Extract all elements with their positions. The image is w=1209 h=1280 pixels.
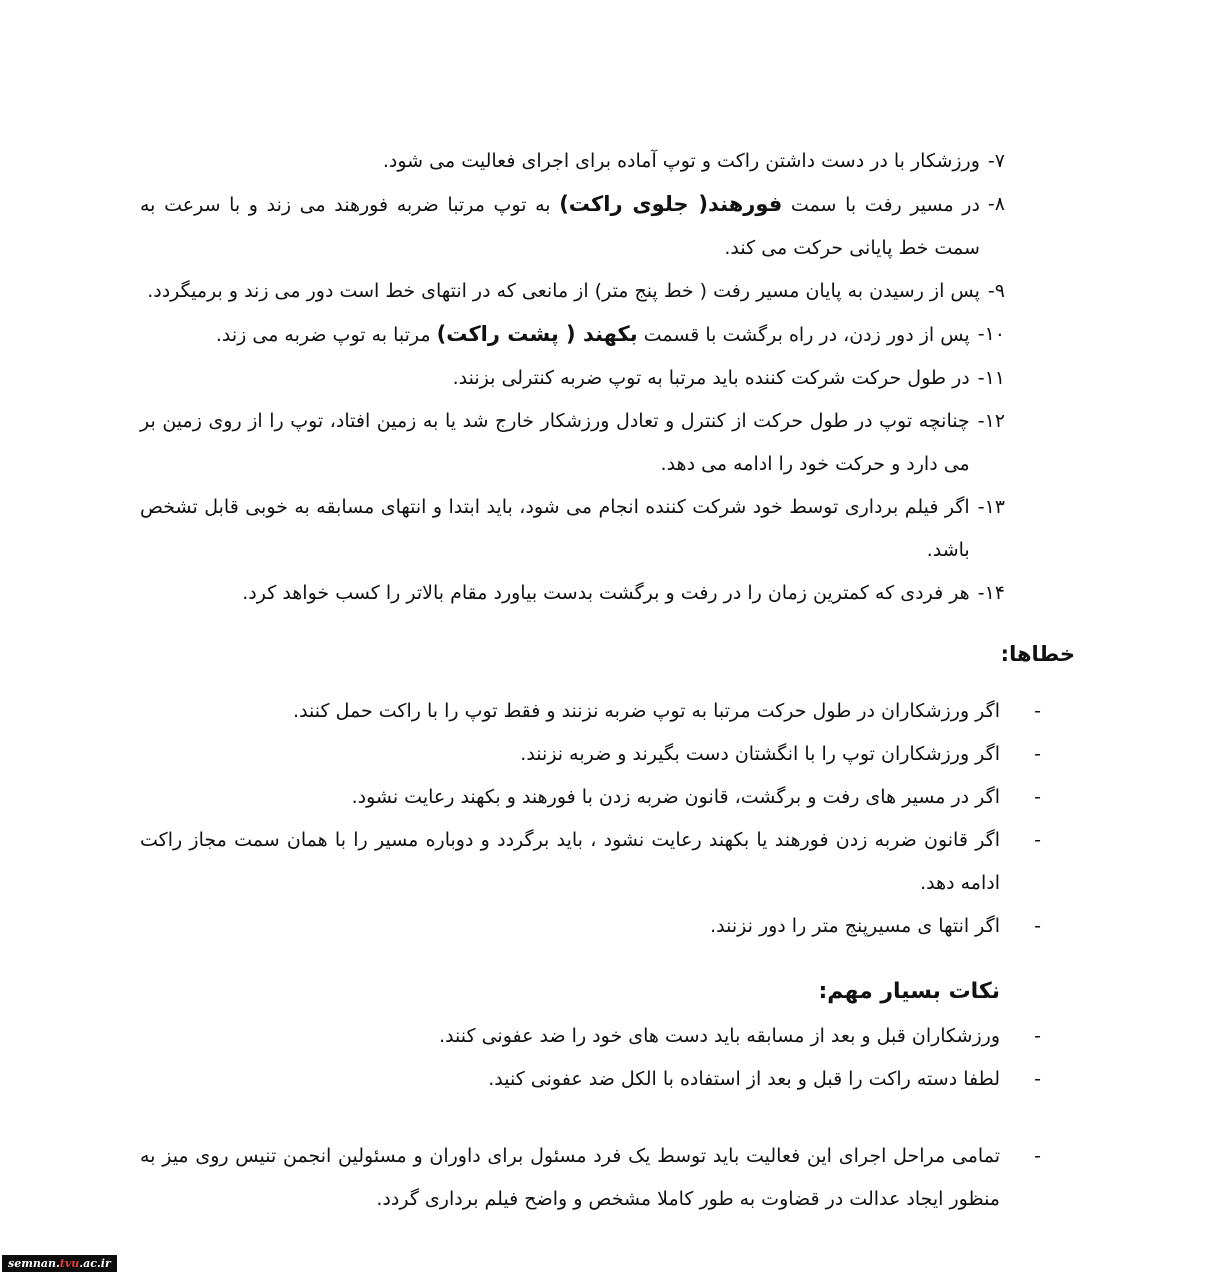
numbered-item [140, 486, 1075, 572]
bullet-dash: - [1034, 915, 1041, 937]
bullet-dash: - [1034, 1145, 1041, 1167]
item-text-part: در طول حرکت شرکت کننده باید مرتبا به توپ ضربه کنترلی بزنند. [452, 367, 970, 389]
item-number: ۱۳- [977, 496, 1005, 518]
item-number: ۱۲- [977, 410, 1005, 432]
item-number: ۱۱- [977, 367, 1005, 389]
item-text-part: مرتبا به توپ ضربه می زند. [215, 324, 437, 346]
bullet-dash: - [1034, 829, 1041, 851]
watermark-accent: tvu [59, 1257, 80, 1270]
item-number: ۱۰- [977, 323, 1005, 345]
document-page [140, 140, 1075, 1221]
item-text [140, 572, 970, 615]
item-number: ۸- [987, 193, 1005, 215]
numbered-item [140, 183, 1075, 270]
error-item-text: اگر انتها ی مسیرپنج متر را دور نزنند. [710, 915, 1000, 937]
error-item-text: اگر ورزشکاران توپ را با انگشتان دست بگیرند و ضربه نزنند. [520, 743, 1000, 765]
error-item [140, 733, 1075, 776]
numbered-item [140, 400, 1075, 486]
note-item-text: ورزشکاران قبل و بعد از مسابقه باید دست های خود را ضد عفونی کنند. [439, 1025, 1000, 1047]
bullet-dash: - [1034, 743, 1041, 765]
item-text [140, 313, 970, 357]
item-text [140, 140, 980, 183]
final-note [140, 1135, 1075, 1221]
site-watermark-logo [2, 1255, 117, 1272]
item-text-part: هر فردی که کمترین زمان را در رفت و برگشت بدست بیاورد مقام بالاتر را کسب خواهد کرد. [242, 582, 970, 604]
error-item [140, 819, 1075, 905]
final-note-text: تمامی مراحل اجرای این فعالیت باید توسط یک فرد مسئول برای داوران و مسئولین انجمن تنیس روی میز به منظور ایجاد عدالت در قضاوت به طور کاملا مشخص و واضح فیلم برداری گردد. [140, 1145, 1000, 1210]
item-text [140, 270, 980, 313]
item-text-part: ورزشکار با در دست داشتن راکت و توپ آماده برای اجرای فعالیت می شود. [382, 150, 980, 172]
bullet-dash: - [1034, 1025, 1041, 1047]
error-item [140, 776, 1075, 819]
item-text [140, 486, 970, 572]
numbered-item [140, 572, 1075, 615]
item-number: ۷- [987, 150, 1005, 172]
notes-list [140, 1015, 1075, 1101]
bullet-dash: - [1034, 700, 1041, 722]
error-item [140, 905, 1075, 948]
item-text-part: به توپ مرتبا ضربه فورهند می زند و با سرعت به سمت خط پایانی حرکت می کند. [140, 194, 980, 259]
watermark-tail: .ac.ir [79, 1257, 111, 1270]
item-text [140, 400, 970, 486]
item-text-part: اگر فیلم برداری توسط خود شرکت کننده انجام می شود، باید ابتدا و انتهای مسابقه به خوبی قابل تشخص باشد. [140, 496, 970, 561]
item-number: ۹- [987, 280, 1005, 302]
note-item [140, 1058, 1075, 1101]
numbered-item [140, 140, 1075, 183]
item-text-part: چنانچه توپ در طول حرکت از کنترل و تعادل ورزشکار خارج شد یا به زمین افتاد، توپ را از روی زمین بر می دارد و حرکت خود را ادامه می دهد. [140, 410, 970, 475]
watermark-main: semnan. [8, 1257, 60, 1270]
error-item-text: اگر در مسیر های رفت و برگشت، قانون ضربه زدن با فورهند و بکهند رعایت نشود. [351, 786, 1000, 808]
error-item-text: اگر قانون ضربه زدن فورهند یا بکهند رعایت نشود ، باید برگردد و دوباره مسیر را با همان سمت مجاز راکت ادامه دهد. [140, 829, 1000, 894]
note-item-text: لطفا دسته راکت را قبل و بعد از استفاده با الکل ضد عفونی کنید. [488, 1068, 1000, 1090]
numbered-list [140, 140, 1075, 615]
item-text-part: پس از دور زدن، در راه برگشت با قسمت [637, 324, 970, 346]
item-text [140, 183, 980, 270]
numbered-item [140, 313, 1075, 357]
notes-heading: نکات بسیار مهم: [818, 979, 1000, 1004]
item-text [140, 357, 970, 400]
item-bold-term: فورهند( جلوی راکت) [559, 192, 783, 216]
bullet-dash: - [1034, 786, 1041, 808]
error-item [140, 690, 1075, 733]
errors-list [140, 690, 1075, 948]
note-item [140, 1015, 1075, 1058]
item-bold-term: بکهند ( پشت راکت) [436, 322, 638, 346]
item-text-part: در مسیر رفت با سمت [782, 194, 980, 216]
item-text-part: پس از رسیدن به پایان مسیر رفت ( خط پنج متر) از مانعی که در انتهای خط است دور می زند و برمیگردد. [147, 280, 980, 302]
error-item-text: اگر ورزشکاران در طول حرکت مرتبا به توپ ضربه نزنند و فقط توپ را با راکت حمل کنند. [293, 700, 1000, 722]
numbered-item [140, 357, 1075, 400]
bullet-dash: - [1034, 1068, 1041, 1090]
errors-heading: خطاها: [1000, 642, 1075, 666]
item-number: ۱۴- [977, 582, 1005, 604]
numbered-item [140, 270, 1075, 313]
